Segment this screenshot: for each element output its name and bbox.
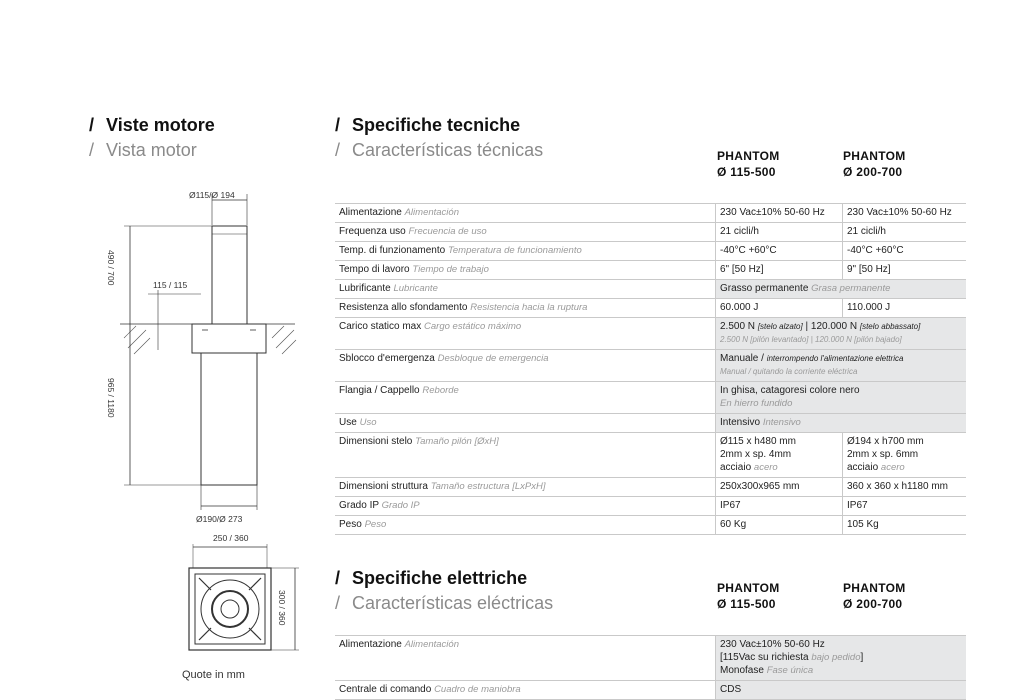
table-row	[335, 261, 966, 280]
row-label: Alimentazione Alimentación	[335, 204, 716, 223]
row-value-col2: 110.000 J	[843, 299, 967, 318]
dim-base-diameter: Ø190/Ø 273	[196, 514, 243, 524]
row-label: Sblocco d'emergenza Desbloque de emergencia	[335, 350, 716, 382]
row-value-col2: 105 Kg	[843, 516, 967, 535]
row-value-merged: Intensivo Intensivo	[716, 414, 967, 433]
elec-col1-header	[717, 580, 780, 612]
row-value-merged: Manuale / interrompendo l'alimentazione elettrica Manual / quitando la corriente eléctrica	[716, 350, 967, 382]
dim-height-upper: 490 / 700	[106, 250, 116, 286]
row-value-merged: In ghisa, catagoresi colore nero En hierro fundido	[716, 382, 967, 414]
dim-height-lower: 965 / 1180	[106, 378, 116, 418]
row-label: Temp. di funzionamento Temperatura de funcionamiento	[335, 242, 716, 261]
motor-views-title-text: Viste motore	[106, 115, 215, 135]
col-product-name: PHANTOM	[843, 149, 906, 163]
col-product-model: Ø 115-500	[717, 597, 776, 611]
row-value-col1: 60 Kg	[716, 516, 843, 535]
row-label: Dimensioni struttura Tamaño estructura [LxPxH]	[335, 478, 716, 497]
row-value-merged: 230 Vac±10% 50-60 Hz [115Vac su richiesta bajo pedido] Monofase Fase única	[716, 636, 967, 681]
dim-inner-width: 115 / 115	[153, 280, 188, 290]
row-label: Flangia / Cappello Reborde	[335, 382, 716, 414]
elec-specs-subtitle	[335, 593, 553, 614]
row-label: Grado IP Grado IP	[335, 497, 716, 516]
table-row	[335, 478, 966, 497]
tech-specs-subtitle	[335, 140, 543, 161]
row-value-col1: 250x300x965 mm	[716, 478, 843, 497]
tech-specs-table	[335, 203, 966, 535]
elec-specs-title-text: Specifiche elettriche	[352, 568, 528, 588]
tech-col2-header	[843, 148, 906, 180]
tech-specs-title	[335, 115, 520, 136]
bollard-plan-drawing	[175, 530, 325, 660]
table-row	[335, 516, 966, 535]
row-value-col2: 9" [50 Hz]	[843, 261, 967, 280]
motor-views-subtitle-text: Vista motor	[106, 140, 197, 160]
table-row	[335, 223, 966, 242]
row-value-col1: IP67	[716, 497, 843, 516]
row-value-col1: 60.000 J	[716, 299, 843, 318]
row-value-merged: 2.500 N [stelo alzato] | 120.000 N [stelo abbassato] 2.500 N [pilón levantado] | 120.000 N [pilón bajado]	[716, 318, 967, 350]
table-row	[335, 382, 966, 414]
table-row	[335, 204, 966, 223]
title-slash: /	[89, 115, 95, 135]
units-caption: Quote in mm	[182, 669, 245, 681]
col-product-model: Ø 115-500	[717, 165, 776, 179]
row-value-merged: Grasso permanente Grasa permanente	[716, 280, 967, 299]
dim-top-diameter: Ø115/Ø 194	[189, 190, 235, 200]
row-value-col2: 21 cicli/h	[843, 223, 967, 242]
col-product-model: Ø 200-700	[843, 597, 903, 611]
row-value-col2: IP67	[843, 497, 967, 516]
col-product-name: PHANTOM	[843, 581, 906, 595]
dim-plan-width: 250 / 360	[213, 533, 249, 543]
table-row	[335, 681, 966, 700]
table-row	[335, 299, 966, 318]
row-value-col1: -40°C +60°C	[716, 242, 843, 261]
title-slash: /	[335, 568, 341, 588]
bollard-elevation-drawing	[90, 180, 320, 540]
subtitle-slash: /	[89, 140, 95, 160]
row-label: Alimentazione Alimentación	[335, 636, 716, 681]
row-label: Centrale di comando Cuadro de maniobra	[335, 681, 716, 700]
table-row	[335, 414, 966, 433]
row-label: Lubrificante Lubricante	[335, 280, 716, 299]
tech-specs-title-text: Specifiche tecniche	[352, 115, 521, 135]
table-row	[335, 242, 966, 261]
motor-views-subtitle	[89, 140, 197, 161]
row-value-col1: 21 cicli/h	[716, 223, 843, 242]
row-label: Carico statico max Cargo estático máximo	[335, 318, 716, 350]
elec-col2-header	[843, 580, 906, 612]
row-label: Use Uso	[335, 414, 716, 433]
table-row	[335, 636, 966, 681]
tech-specs-subtitle-text: Características técnicas	[352, 140, 544, 160]
row-value-col2: -40°C +60°C	[843, 242, 967, 261]
col-product-model: Ø 200-700	[843, 165, 903, 179]
title-slash: /	[335, 115, 341, 135]
table-row	[335, 318, 966, 350]
col-product-name: PHANTOM	[717, 581, 780, 595]
row-value-merged: CDS	[716, 681, 967, 700]
table-row	[335, 433, 966, 478]
row-value-col2: Ø194 x h700 mm 2mm x sp. 6mm acciaio acero	[843, 433, 967, 478]
table-row	[335, 280, 966, 299]
table-row	[335, 350, 966, 382]
elec-specs-table	[335, 635, 966, 700]
subtitle-slash: /	[335, 593, 341, 613]
row-label: Resistenza allo sfondamento Resistencia hacia la ruptura	[335, 299, 716, 318]
subtitle-slash: /	[335, 140, 341, 160]
row-value-col1: Ø115 x h480 mm 2mm x sp. 4mm acciaio acero	[716, 433, 843, 478]
elec-specs-subtitle-text: Características eléctricas	[352, 593, 554, 613]
row-value-col1: 230 Vac±10% 50-60 Hz	[716, 204, 843, 223]
row-label: Tempo di lavoro Tiempo de trabajo	[335, 261, 716, 280]
row-value-col2: 230 Vac±10% 50-60 Hz	[843, 204, 967, 223]
dim-plan-depth: 300 / 360	[277, 590, 287, 626]
motor-views-title	[89, 115, 215, 136]
col-product-name: PHANTOM	[717, 149, 780, 163]
row-label: Peso Peso	[335, 516, 716, 535]
tech-col1-header	[717, 148, 780, 180]
row-value-col1: 6" [50 Hz]	[716, 261, 843, 280]
table-row	[335, 497, 966, 516]
row-label: Dimensioni stelo Tamaño pilón [ØxH]	[335, 433, 716, 478]
elec-specs-title	[335, 568, 527, 589]
row-label: Frequenza uso Frecuencia de uso	[335, 223, 716, 242]
row-value-col2: 360 x 360 x h1180 mm	[843, 478, 967, 497]
